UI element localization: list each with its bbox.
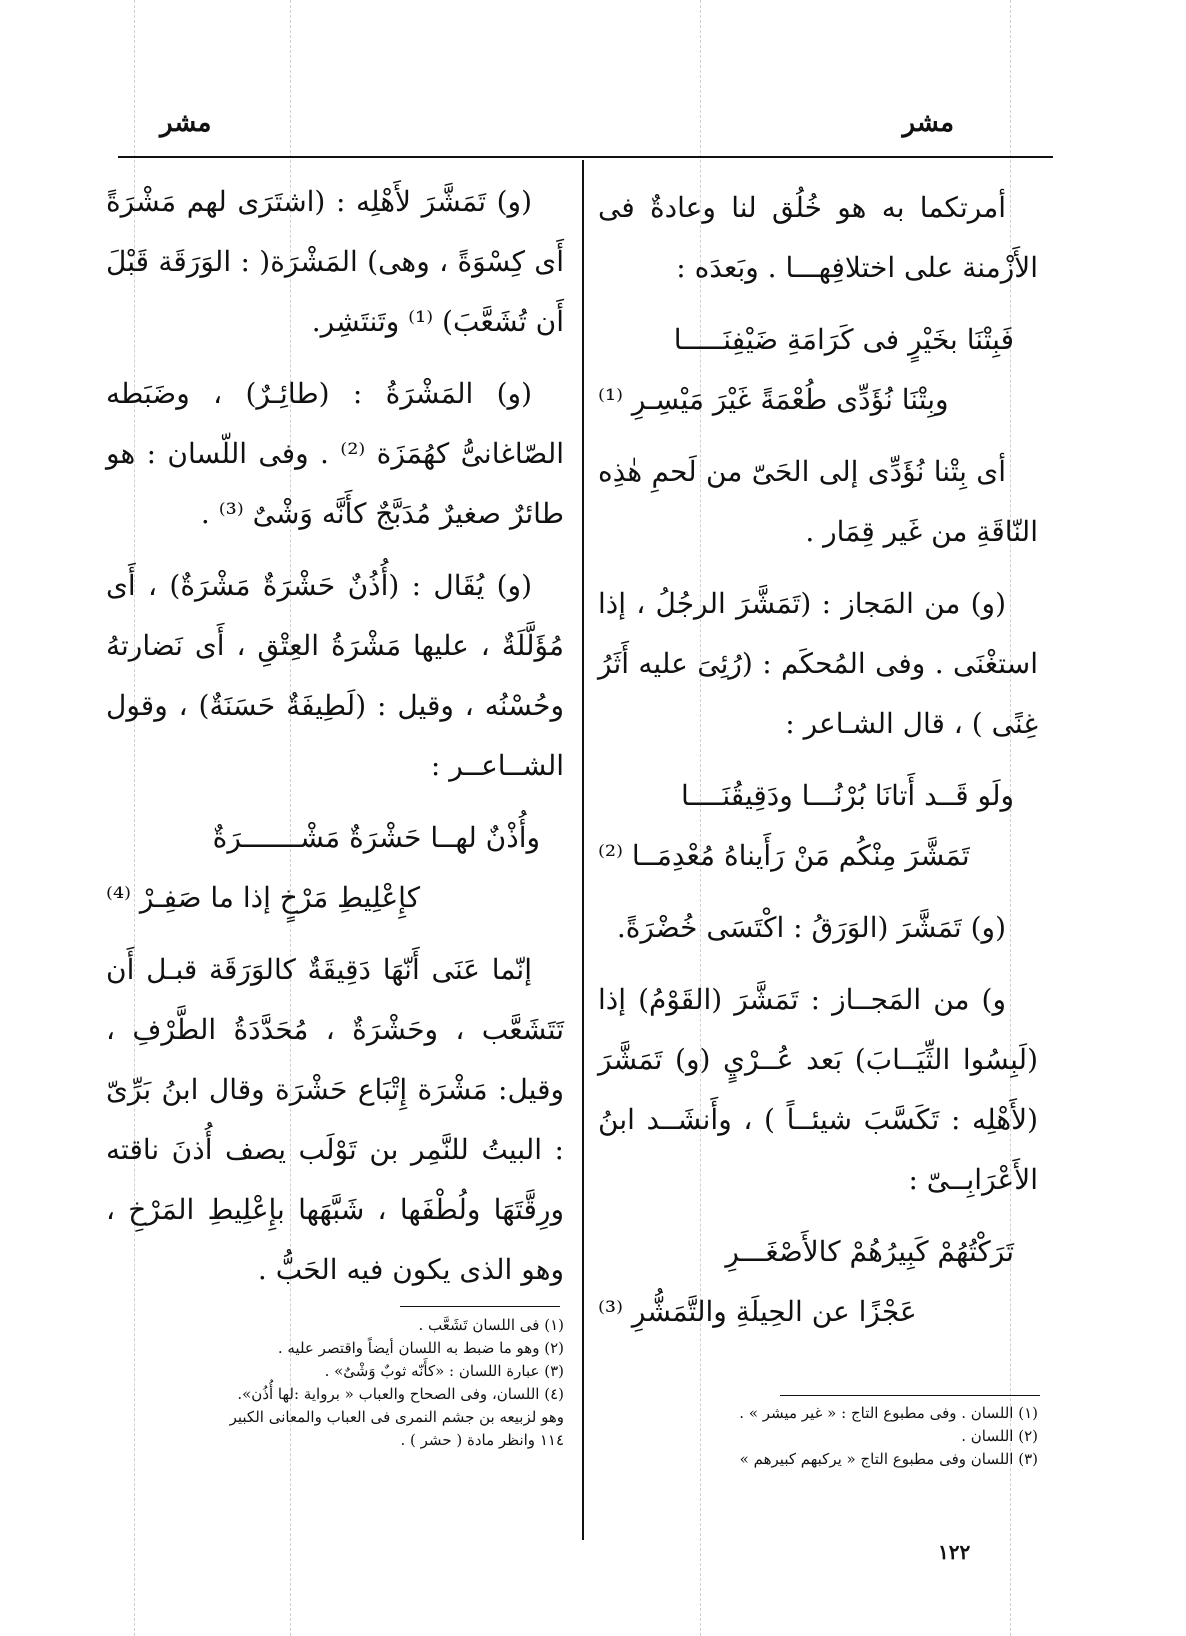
right-para-3: (و) من المَجاز : (تَمَشَّرَ الرجُلُ ، إذا استغْنَى . وفى المُحكَم : (رُئِىَ عليه أَثَرُ غِنًى ) ، قال الشـاعر : [598,587,1038,740]
left-para-3: (و) يُقَال : (أُذُنٌ حَشْرَةٌ مَشْرَةٌ) ، أَى مُؤَلَّلَةٌ ، عليها مَشْرَةُ العِتْقِ ، أَى نَضارتهُ وحُسْنُه ، وقيل : (لَطِيفَةٌ حَسَنَةٌ) ، وقول الشــاعــر : [106,569,564,782]
right-verse-2-second: تَمَشَّرَ مِنْكُم مَنْ رَأَيناهُ مُعْدِمَــا ⁽²⁾ [598,839,970,872]
running-header-right: مشر [902,108,954,138]
left-footnote-rule [400,1306,560,1307]
right-verse-1-second: وبِتْنَا نُؤَدِّى طُعْمَةً غَيْرَ مَيْسِـرِ ⁽¹⁾ [598,383,949,416]
left-verse-1-first: وأُذْنٌ لهــا حَشْرَةٌ مَشْـــــــرَةٌ [212,821,540,854]
left-para-4: إنّما عَنَى أَنّهَا دَقِيقَةٌ كالوَرَقَة قبـل أَن تَتَشَعَّب ، وحَشْرَةٌ ، مُحَدَّدَةُ الطَّرْفِ ، وقيل: مَشْرَة إِتْبَاع حَشْرَة وقال ابنُ بَرِّىّ : البيتُ للنَّمِر بن تَوْلَب يصف أُذنَ ناقته ورِقَّتَهَا ولُطْفَها ، شَبَّهَها بإِعْلِيطِ المَرْخِ ، وهو الذى يكون فيه الحَبُّ . [106,953,564,1286]
running-header-left: مشر [160,108,212,138]
left-footnote-4-cont: ١١٤ وانظر مادة ( حشر ) . [400,1431,564,1449]
right-verse-2-first: ولَو قَــد أَتانَا بُرْنُـــا ودَقِيقُنَــــا [681,779,1014,812]
right-verse-3-second: عَجْزًا عن الحِيلَةِ والتَّمَشُّرِ ⁽³⁾ [598,1295,917,1328]
left-para-1: (و) تَمَشَّرَ لأَهْلِه : (اشتَرَى لهم مَشْرَةً أَى كِسْوَةً ، وهى) المَشْرَة( : الوَرَقَة قَبْلَ أَن تُشَعَّبَ) ⁽¹⁾ وتَنتَشِر. [106,185,564,338]
left-footnote-1: (١) فى اللسان تَشَعَّب . [418,1316,564,1334]
left-verse-1-second: كإِعْلِيطِ مَرْخٍ إذا ما صَفِـرْ ⁽⁴⁾ [106,881,421,914]
right-footnote-2: (٢) اللسان . [961,1427,1038,1445]
right-para-1: أمرتكما به هو خُلُق لنا وعادةٌ فى الأَزْمنة على اختلافِهـــا . وبَعدَه : [598,191,1038,284]
right-verse-1-first: فَبِتْنَا بخَيْرٍ فى كَرَامَةِ ضَيْفِنَـــــا [673,323,1014,356]
right-column [598,178,1038,1342]
column-divider [582,160,584,1540]
left-footnote-2: (٢) وهو ما ضبط به اللسان أيضاً واقتصر عليه . [277,1339,564,1357]
right-footnote-rule [780,1395,1040,1396]
right-footnote-3: (٣) اللسان وفى مطبوع التاج « يركبهم كبيرهم » [739,1450,1038,1468]
header-rule [118,156,1053,158]
right-para-2: أى بِتْنا نُؤَدِّى إلى الحَىّ من لَحمِ هٰذِه النّاقَةِ من غَير قِمَار . [598,455,1038,548]
right-para-4: (و) تَمَشَّرَ (الوَرَقُ : اكْتَسَى خُضْرَةً. [616,911,1006,944]
right-footnotes [598,1402,1038,1471]
right-footnote-1: (١) اللسان . وفى مطبوع التاج : « غير ميشر » . [739,1404,1038,1422]
right-para-5: و) من المَجــاز : تَمَشَّرَ (القَوْمُ) إذا (لَبِسُوا الثِّيَــابَ) بَعد عُــرْيٍ (و) تَمَشَّرَ (لأَهْلِه : تَكَسَّبَ شيئــاً ) ، وأَنشَــد ابنُ الأَعْرَابِــىّ : [598,983,1038,1196]
left-footnotes [106,1314,564,1452]
left-footnote-4: (٤) اللسان، وفى الصحاح والعباب « برواية :لها أُذُن». [237,1385,564,1403]
page-number: ١٢٢ [938,1540,971,1564]
left-footnote-4-cont: وهو لزبيعه بن جشم النمرى فى العباب والمعانى الكبير [229,1408,564,1426]
left-footnote-3: (٣) عبارة اللسان : «كأَنّه ثوبٌ وَشْىٌ» . [324,1362,564,1380]
right-verse-3-first: تَرَكْتُهُمْ كَبِيرُهُمْ كالأَصْغَـــرِ [725,1235,1014,1268]
left-para-2: (و) المَشْرَةُ : (طائِـرٌ) ، وضَبَطه الصّاغانىُّ كهُمَزَة ⁽²⁾ . وفى اللّسان : هو طائرٌ صغيرٌ مُدَبَّجٌ كأَنَّه وَشْىٌ ⁽³⁾ . [106,377,565,530]
left-column [106,172,564,1300]
